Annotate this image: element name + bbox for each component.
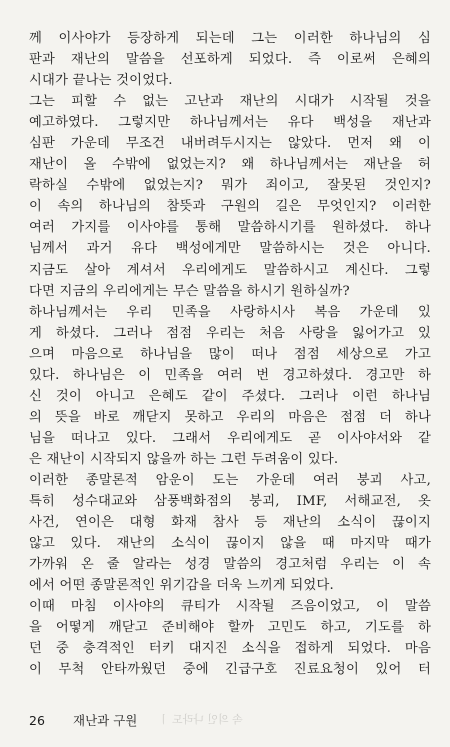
text-line: 게 하셨다. 그러나 점점 우리는 처음 사랑을 잃어가고 있 [29, 325, 431, 341]
text-line: 던 중 충격적인 터키 대지진 소식을 접하게 되었다. 마음 [29, 641, 431, 657]
text-line: 심판 가운데 무조건 내버려두시지는 않았다. 먼저 왜 이 [29, 136, 431, 152]
text-line: 지금도 살아 계셔서 우리에게도 말씀하시고 계신다. 그렇 [29, 262, 431, 278]
text-line: 의 뜻을 바로 깨닫지 못하고 우리의 마음은 점점 더 하나 [29, 409, 431, 425]
text-line: 으며 마음으로 하나님을 많이 떠나 점점 세상으로 가고 [29, 346, 431, 362]
text-line: 사건, 연이은 대형 화재 참사 등 재난의 소식이 끊이지 [29, 515, 431, 531]
text-line: 이 속의 하나님의 참뜻과 구원의 길은 무엇인지? 이러한 [29, 199, 431, 215]
text-line: 시대가 끝나는 것이었다. [29, 73, 173, 89]
text-line: 님께서 과거 유다 백성에게만 말씀하시는 것은 아니다. [29, 241, 431, 257]
text-line: 에서 어떤 종말론적인 위기감을 더욱 느끼게 되었다. [29, 578, 334, 594]
text-line: 신 것이 아니고 은혜도 같이 주셨다. 그러나 이런 하나님 [29, 388, 431, 404]
text-line: 그는 피할 수 없는 고난과 재난의 시대가 시작될 것을 [29, 94, 431, 110]
text-line: 락하실 수밖에 없었는지? 뭐가 죄이고, 잘못된 것인지? [29, 178, 431, 194]
text-line: 특히 성수대교와 삼풍백화점의 붕괴, IMF, 서해교전, 옷 [29, 494, 431, 510]
text-line: 여러 가지를 이사야를 통해 말씀하시기를 원하셨다. 하나 [29, 220, 431, 236]
text-line: 않고 있다. 재난의 소식이 끊이지 않을 때 마지막 때가 [29, 536, 431, 552]
text-line: 재난이 올 수밖에 없었는지? 왜 하나님께서는 재난을 허 [29, 157, 431, 173]
text-line: 께 이사야가 등장하게 되는데 그는 이러한 하나님의 심 [29, 31, 431, 46]
text-line: 다면 지금의 우리에게는 무슨 말씀을 하시기 원하실까? [29, 283, 350, 299]
text-line: 이때 마침 이사야의 큐티가 시작될 즈음이었고, 이 말씀 [29, 599, 431, 615]
text-line: 판과 재난의 말씀을 선포하게 되었다. 즉 이로써 은혜의 [29, 52, 431, 68]
running-title: 재난과 구원 [73, 713, 138, 728]
page-footer [29, 711, 137, 731]
page-number: 26 [29, 713, 45, 728]
text-line: 가까워 온 줄 알라는 성경 말씀의 경고처럼 우리는 이 속 [29, 557, 431, 573]
text-line: 님을 떠나고 있다. 그래서 우리에게도 곧 이사야서와 같 [29, 430, 431, 446]
text-line: 을 어떻게 깨닫고 준비해야 할까 고민도 하고, 기도를 하 [29, 620, 431, 636]
text-line: 이러한 종말론적 암운이 도는 가운데 여러 붕괴 사고, [29, 472, 431, 488]
text-line: 있다. 하나님은 이 민족을 여러 번 경고하셨다. 경고만 하 [29, 367, 431, 383]
text-line: 예고하였다. 그렇지만 하나님께서는 유다 백성을 재난과 [29, 115, 431, 131]
text-line: 이 무척 안타까웠던 중에 긴급구호 진료요청이 있어 터 [29, 662, 431, 678]
bleed-through-text: 속 의인 나라도 ㅣ [158, 713, 243, 726]
body-text [29, 28, 431, 680]
text-line: 하나님께서는 우리 민족을 사랑하시사 복음 가운데 있 [29, 304, 431, 320]
text-line: 은 재난이 시작되지 않을까 하는 그런 두려움이 있다. [29, 451, 339, 467]
